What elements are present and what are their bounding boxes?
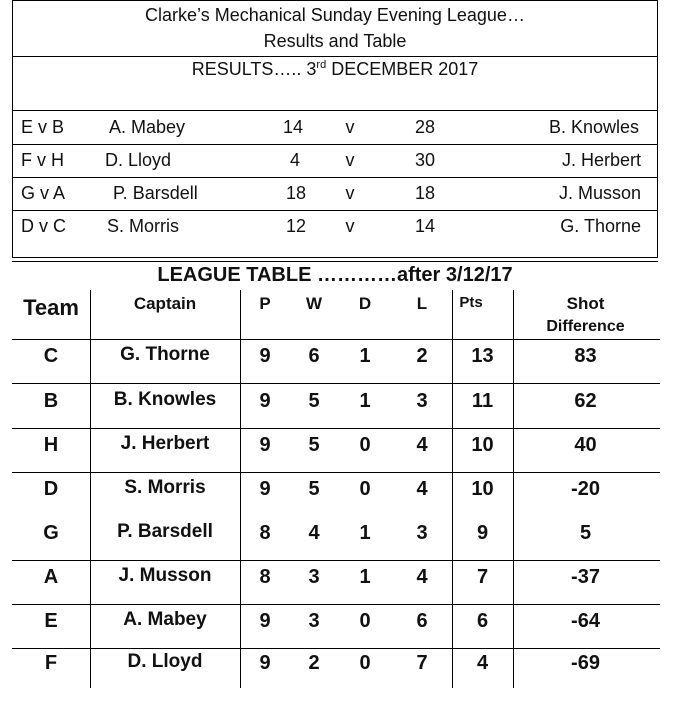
away-captain: J. Herbert (561, 150, 641, 170)
league-row-divider (12, 604, 660, 605)
header-won: W (305, 294, 323, 313)
header-lost: L (416, 294, 428, 313)
fixture: D v C (21, 216, 66, 236)
points-cell: 6 (476, 610, 489, 632)
fixture: F v H (21, 150, 64, 170)
points-cell: 10 (471, 478, 494, 500)
points-cell: 7 (476, 566, 489, 588)
lost-cell: 6 (416, 610, 428, 632)
away-captain: J. Musson (558, 183, 641, 203)
result-divider (12, 177, 658, 178)
points-cell: 13 (471, 345, 494, 367)
drawn-cell: 1 (359, 522, 371, 544)
lost-cell: 7 (416, 652, 428, 674)
drawn-cell: 1 (359, 566, 371, 588)
played-cell: 9 (259, 434, 271, 456)
header-played: P (259, 294, 271, 313)
home-score: 12 (285, 216, 307, 236)
lost-cell: 3 (416, 390, 428, 412)
points-cell: 9 (476, 522, 489, 544)
lost-cell: 4 (416, 566, 428, 588)
points-cell: 11 (471, 390, 494, 412)
versus: v (345, 216, 355, 236)
team-cell: D (43, 478, 59, 500)
won-cell: 2 (308, 652, 320, 674)
shot-difference-cell: 62 (574, 390, 597, 412)
won-cell: 6 (308, 345, 320, 367)
shot-difference-cell: -69 (571, 652, 600, 674)
team-cell: H (43, 434, 59, 456)
header-shot: Shot (566, 294, 605, 313)
won-cell: 5 (308, 478, 320, 500)
home-captain: P. Barsdell (113, 183, 198, 203)
results-left-border (12, 110, 13, 258)
captain-cell: B. Knowles (113, 389, 217, 410)
drawn-cell: 0 (359, 478, 371, 500)
header-captain: Captain (133, 294, 197, 313)
drawn-cell: 0 (359, 652, 371, 674)
captain-cell: J. Herbert (120, 433, 210, 454)
captain-cell: S. Morris (124, 477, 206, 498)
played-cell: 8 (259, 522, 271, 544)
played-cell: 9 (259, 390, 271, 412)
drawn-cell: 0 (359, 434, 371, 456)
fixture: G v A (21, 183, 66, 203)
team-cell: B (43, 390, 59, 412)
captain-cell: D. Lloyd (127, 651, 203, 672)
home-score: 18 (285, 183, 307, 203)
header-team: Team (23, 295, 79, 320)
away-captain: G. Thorne (560, 216, 641, 236)
shot-difference-cell: -64 (571, 610, 600, 632)
home-captain: S. Morris (107, 216, 179, 236)
league-row-divider (12, 560, 660, 561)
points-cell: 4 (476, 652, 489, 674)
won-cell: 4 (308, 522, 320, 544)
shot-difference-cell: 83 (574, 345, 597, 367)
header-bottom-border (12, 110, 658, 111)
won-cell: 5 (308, 434, 320, 456)
home-score: 4 (289, 150, 300, 170)
away-score: 18 (414, 183, 436, 203)
shot-difference-cell: 5 (579, 522, 592, 544)
won-cell: 3 (308, 610, 320, 632)
team-cell: G (43, 522, 59, 544)
points-cell: 10 (471, 434, 494, 456)
played-cell: 9 (259, 345, 271, 367)
home-captain: D. Lloyd (105, 150, 172, 170)
league-top-border (12, 261, 658, 262)
shot-difference-cell: -20 (571, 478, 600, 500)
lost-cell: 3 (416, 522, 428, 544)
league-row-divider (12, 428, 660, 429)
league-header-divider (12, 339, 660, 340)
away-captain: B. Knowles (548, 117, 639, 137)
won-cell: 3 (308, 566, 320, 588)
team-cell: E (44, 610, 58, 632)
result-divider (12, 210, 658, 211)
header-difference: Difference (546, 318, 625, 335)
results-bottom-border (12, 257, 658, 258)
league-row-divider (12, 648, 660, 649)
played-cell: 9 (259, 478, 271, 500)
captain-cell: G. Thorne (120, 344, 210, 365)
shot-difference-cell: 40 (574, 434, 597, 456)
drawn-cell: 1 (359, 345, 371, 367)
away-score: 28 (414, 117, 436, 137)
results-date-heading: RESULTS….. 3rd DECEMBER 2017 (191, 59, 479, 79)
team-cell: C (43, 345, 59, 367)
away-score: 30 (414, 150, 436, 170)
won-cell: 5 (308, 390, 320, 412)
captain-cell: J. Musson (118, 565, 212, 586)
header-divider (12, 56, 658, 57)
captain-cell: A. Mabey (123, 609, 207, 630)
shot-difference-cell: -37 (571, 566, 600, 588)
league-row-divider (12, 383, 660, 384)
team-cell: F (44, 652, 58, 674)
home-captain: A. Mabey (109, 117, 186, 137)
result-divider (12, 144, 658, 145)
fixture: E v B (21, 117, 65, 137)
lost-cell: 4 (416, 478, 428, 500)
results-and-table-title: Results and Table (263, 31, 407, 51)
header-points: Pts (459, 294, 483, 311)
results-right-border (657, 110, 658, 258)
captain-cell: P. Barsdell (117, 521, 213, 542)
team-cell: A (43, 566, 59, 588)
lost-cell: 2 (416, 345, 428, 367)
home-score: 14 (282, 117, 304, 137)
league-table-title: LEAGUE TABLE …………after 3/12/17 (157, 264, 513, 286)
versus: v (345, 183, 355, 203)
league-row-divider (12, 472, 660, 473)
played-cell: 9 (259, 652, 271, 674)
versus: v (345, 150, 355, 170)
versus: v (345, 117, 355, 137)
header-top-border (12, 0, 658, 1)
drawn-cell: 0 (359, 610, 371, 632)
away-score: 14 (414, 216, 436, 236)
league-name: Clarke’s Mechanical Sunday Evening League… (145, 5, 525, 25)
played-cell: 8 (259, 566, 271, 588)
played-cell: 9 (259, 610, 271, 632)
header-drawn: D (358, 294, 372, 313)
drawn-cell: 1 (359, 390, 371, 412)
lost-cell: 4 (416, 434, 428, 456)
